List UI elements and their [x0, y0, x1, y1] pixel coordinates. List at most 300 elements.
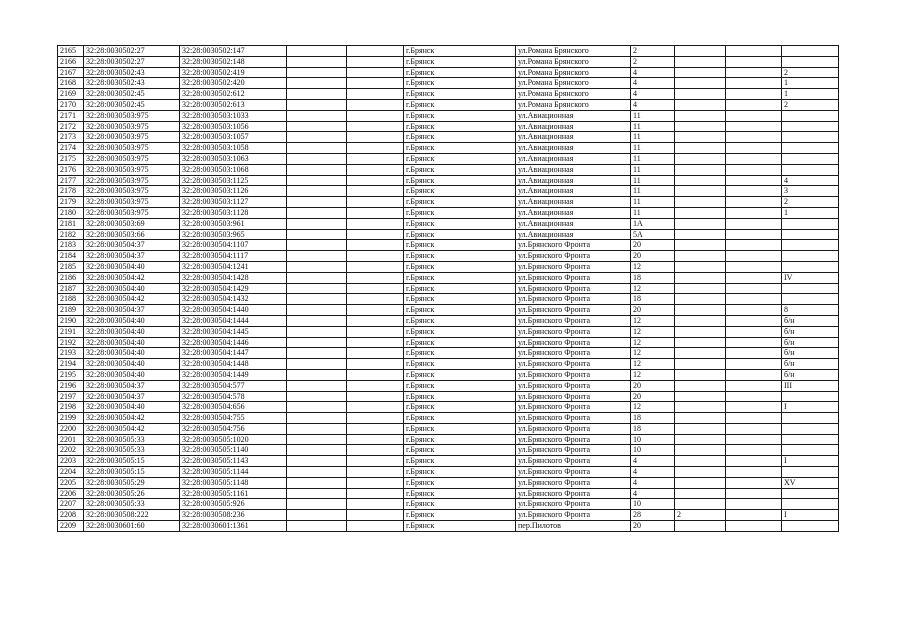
blank-cell: [347, 499, 404, 510]
object-cadastral-number-cell: 32:28:0030502:148: [180, 56, 287, 67]
table-row: [58, 294, 839, 305]
premises-cell: б/н: [782, 315, 839, 326]
row-number-cell: 2193: [58, 348, 84, 359]
city-cell: г.Брянск: [404, 326, 516, 337]
city-cell: г.Брянск: [404, 369, 516, 380]
city-cell: г.Брянск: [404, 46, 516, 57]
building-cell: [675, 402, 726, 413]
building-cell: [675, 391, 726, 402]
parcel-cadastral-number-cell: 32:28:0030502:43: [84, 78, 180, 89]
premises-cell: 4: [782, 175, 839, 186]
object-cadastral-number-cell: 32:28:0030505:1143: [180, 456, 287, 467]
table-row: [58, 121, 839, 132]
house-number-cell: 10: [631, 499, 675, 510]
object-cadastral-number-cell: 32:28:0030505:1140: [180, 445, 287, 456]
blank-cell: [726, 467, 782, 478]
blank-cell: [347, 132, 404, 143]
parcel-cadastral-number-cell: 32:28:0030505:33: [84, 445, 180, 456]
blank-cell: [347, 164, 404, 175]
city-cell: г.Брянск: [404, 283, 516, 294]
parcel-cadastral-number-cell: 32:28:0030504:42: [84, 272, 180, 283]
house-number-cell: 20: [631, 305, 675, 316]
parcel-cadastral-number-cell: 32:28:0030504:42: [84, 413, 180, 424]
parcel-cadastral-number-cell: 32:28:0030503:975: [84, 153, 180, 164]
street-cell: ул.Брянского Фронта: [516, 337, 631, 348]
premises-cell: б/н: [782, 359, 839, 370]
city-cell: г.Брянск: [404, 207, 516, 218]
building-cell: [675, 143, 726, 154]
table-row: [58, 369, 839, 380]
building-cell: [675, 153, 726, 164]
street-cell: ул.Брянского Фронта: [516, 510, 631, 521]
house-number-cell: 11: [631, 153, 675, 164]
house-number-cell: 11: [631, 110, 675, 121]
blank-cell: [347, 240, 404, 251]
house-number-cell: 4: [631, 67, 675, 78]
row-number-cell: 2201: [58, 434, 84, 445]
blank-cell: [347, 294, 404, 305]
city-cell: г.Брянск: [404, 434, 516, 445]
object-cadastral-number-cell: 32:28:0030502:147: [180, 46, 287, 57]
building-cell: [675, 305, 726, 316]
table-row: [58, 402, 839, 413]
city-cell: г.Брянск: [404, 186, 516, 197]
row-number-cell: 2168: [58, 78, 84, 89]
premises-cell: [782, 56, 839, 67]
building-cell: [675, 186, 726, 197]
city-cell: г.Брянск: [404, 251, 516, 262]
table-row: [58, 359, 839, 370]
blank-cell: [287, 207, 347, 218]
blank-cell: [347, 46, 404, 57]
street-cell: ул.Романа Брянского: [516, 46, 631, 57]
building-cell: [675, 56, 726, 67]
premises-cell: [782, 164, 839, 175]
row-number-cell: 2185: [58, 261, 84, 272]
city-cell: г.Брянск: [404, 391, 516, 402]
blank-cell: [726, 218, 782, 229]
blank-cell: [347, 391, 404, 402]
building-cell: [675, 99, 726, 110]
house-number-cell: 4: [631, 99, 675, 110]
row-number-cell: 2166: [58, 56, 84, 67]
blank-cell: [347, 477, 404, 488]
city-cell: г.Брянск: [404, 143, 516, 154]
premises-cell: 1: [782, 89, 839, 100]
parcel-cadastral-number-cell: 32:28:0030505:33: [84, 434, 180, 445]
house-number-cell: 12: [631, 348, 675, 359]
parcel-cadastral-number-cell: 32:28:0030601:60: [84, 521, 180, 532]
street-cell: ул.Брянского Фронта: [516, 251, 631, 262]
street-cell: ул.Авиационная: [516, 110, 631, 121]
object-cadastral-number-cell: 32:28:0030503:1056: [180, 121, 287, 132]
city-cell: г.Брянск: [404, 164, 516, 175]
blank-cell: [726, 261, 782, 272]
street-cell: ул.Авиационная: [516, 207, 631, 218]
blank-cell: [347, 521, 404, 532]
blank-cell: [726, 229, 782, 240]
parcel-cadastral-number-cell: 32:28:0030504:37: [84, 391, 180, 402]
blank-cell: [726, 46, 782, 57]
row-number-cell: 2170: [58, 99, 84, 110]
blank-cell: [287, 423, 347, 434]
blank-cell: [347, 218, 404, 229]
row-number-cell: 2188: [58, 294, 84, 305]
blank-cell: [287, 121, 347, 132]
row-number-cell: 2203: [58, 456, 84, 467]
city-cell: г.Брянск: [404, 315, 516, 326]
row-number-cell: 2195: [58, 369, 84, 380]
object-cadastral-number-cell: 32:28:0030503:1063: [180, 153, 287, 164]
building-cell: 2: [675, 510, 726, 521]
premises-cell: [782, 488, 839, 499]
table-row: [58, 229, 839, 240]
table-row: [58, 132, 839, 143]
house-number-cell: 10: [631, 445, 675, 456]
object-cadastral-number-cell: 32:28:0030503:1057: [180, 132, 287, 143]
blank-cell: [726, 315, 782, 326]
street-cell: ул.Брянского Фронта: [516, 456, 631, 467]
city-cell: г.Брянск: [404, 488, 516, 499]
street-cell: ул.Авиационная: [516, 197, 631, 208]
blank-cell: [287, 251, 347, 262]
table-row: [58, 240, 839, 251]
blank-cell: [726, 348, 782, 359]
house-number-cell: 12: [631, 261, 675, 272]
premises-cell: I: [782, 402, 839, 413]
premises-cell: [782, 110, 839, 121]
table-row: [58, 283, 839, 294]
premises-cell: [782, 434, 839, 445]
row-number-cell: 2183: [58, 240, 84, 251]
street-cell: ул.Брянского Фронта: [516, 380, 631, 391]
city-cell: г.Брянск: [404, 110, 516, 121]
premises-cell: [782, 294, 839, 305]
object-cadastral-number-cell: 32:28:0030508:236: [180, 510, 287, 521]
object-cadastral-number-cell: 32:28:0030504:1428: [180, 272, 287, 283]
street-cell: ул.Брянского Фронта: [516, 434, 631, 445]
premises-cell: 8: [782, 305, 839, 316]
street-cell: ул.Брянского Фронта: [516, 413, 631, 424]
city-cell: г.Брянск: [404, 402, 516, 413]
street-cell: ул.Авиационная: [516, 153, 631, 164]
object-cadastral-number-cell: 32:28:0030504:1241: [180, 261, 287, 272]
street-cell: ул.Брянского Фронта: [516, 402, 631, 413]
premises-cell: [782, 499, 839, 510]
building-cell: [675, 283, 726, 294]
blank-cell: [347, 186, 404, 197]
object-cadastral-number-cell: 32:28:0030504:1444: [180, 315, 287, 326]
street-cell: ул.Романа Брянского: [516, 56, 631, 67]
city-cell: г.Брянск: [404, 521, 516, 532]
city-cell: г.Брянск: [404, 337, 516, 348]
blank-cell: [726, 240, 782, 251]
object-cadastral-number-cell: 32:28:0030504:1448: [180, 359, 287, 370]
blank-cell: [726, 143, 782, 154]
parcel-cadastral-number-cell: 32:28:0030504:40: [84, 402, 180, 413]
building-cell: [675, 521, 726, 532]
blank-cell: [347, 153, 404, 164]
blank-cell: [287, 315, 347, 326]
blank-cell: [347, 175, 404, 186]
premises-cell: 3: [782, 186, 839, 197]
blank-cell: [347, 197, 404, 208]
building-cell: [675, 132, 726, 143]
object-cadastral-number-cell: 32:28:0030504:755: [180, 413, 287, 424]
table-row: [58, 445, 839, 456]
blank-cell: [287, 391, 347, 402]
premises-cell: 2: [782, 67, 839, 78]
house-number-cell: 4: [631, 477, 675, 488]
premises-cell: III: [782, 380, 839, 391]
object-cadastral-number-cell: 32:28:0030503:965: [180, 229, 287, 240]
blank-cell: [347, 143, 404, 154]
street-cell: ул.Брянского Фронта: [516, 499, 631, 510]
house-number-cell: 10: [631, 434, 675, 445]
city-cell: г.Брянск: [404, 67, 516, 78]
blank-cell: [287, 380, 347, 391]
street-cell: ул.Романа Брянского: [516, 78, 631, 89]
street-cell: ул.Романа Брянского: [516, 67, 631, 78]
row-number-cell: 2199: [58, 413, 84, 424]
parcel-cadastral-number-cell: 32:28:0030503:975: [84, 143, 180, 154]
building-cell: [675, 445, 726, 456]
blank-cell: [287, 229, 347, 240]
building-cell: [675, 110, 726, 121]
building-cell: [675, 467, 726, 478]
row-number-cell: 2182: [58, 229, 84, 240]
row-number-cell: 2196: [58, 380, 84, 391]
city-cell: г.Брянск: [404, 78, 516, 89]
object-cadastral-number-cell: 32:28:0030503:1068: [180, 164, 287, 175]
row-number-cell: 2189: [58, 305, 84, 316]
row-number-cell: 2197: [58, 391, 84, 402]
city-cell: г.Брянск: [404, 423, 516, 434]
building-cell: [675, 369, 726, 380]
blank-cell: [726, 164, 782, 175]
blank-cell: [347, 488, 404, 499]
blank-cell: [726, 121, 782, 132]
street-cell: ул.Брянского Фронта: [516, 315, 631, 326]
building-cell: [675, 121, 726, 132]
parcel-cadastral-number-cell: 32:28:0030503:66: [84, 229, 180, 240]
blank-cell: [287, 305, 347, 316]
premises-cell: [782, 132, 839, 143]
table-row: [58, 380, 839, 391]
object-cadastral-number-cell: 32:28:0030502:420: [180, 78, 287, 89]
blank-cell: [347, 413, 404, 424]
street-cell: ул.Брянского Фронта: [516, 261, 631, 272]
house-number-cell: 11: [631, 121, 675, 132]
blank-cell: [726, 110, 782, 121]
blank-cell: [347, 251, 404, 262]
street-cell: ул.Брянского Фронта: [516, 359, 631, 370]
parcel-cadastral-number-cell: 32:28:0030503:975: [84, 164, 180, 175]
building-cell: [675, 434, 726, 445]
table-row: [58, 305, 839, 316]
object-cadastral-number-cell: 32:28:0030504:1429: [180, 283, 287, 294]
blank-cell: [287, 272, 347, 283]
blank-cell: [726, 186, 782, 197]
blank-cell: [287, 164, 347, 175]
object-cadastral-number-cell: 32:28:0030504:577: [180, 380, 287, 391]
table-row: [58, 143, 839, 154]
blank-cell: [347, 89, 404, 100]
object-cadastral-number-cell: 32:28:0030504:1447: [180, 348, 287, 359]
blank-cell: [347, 402, 404, 413]
parcel-cadastral-number-cell: 32:28:0030504:37: [84, 305, 180, 316]
city-cell: г.Брянск: [404, 272, 516, 283]
table-row: [58, 197, 839, 208]
house-number-cell: 20: [631, 521, 675, 532]
parcel-cadastral-number-cell: 32:28:0030503:975: [84, 110, 180, 121]
blank-cell: [726, 132, 782, 143]
row-number-cell: 2206: [58, 488, 84, 499]
city-cell: г.Брянск: [404, 99, 516, 110]
blank-cell: [347, 326, 404, 337]
parcel-cadastral-number-cell: 32:28:0030505:15: [84, 456, 180, 467]
object-cadastral-number-cell: 32:28:0030504:1432: [180, 294, 287, 305]
object-cadastral-number-cell: 32:28:0030503:1033: [180, 110, 287, 121]
house-number-cell: 11: [631, 175, 675, 186]
house-number-cell: 20: [631, 380, 675, 391]
row-number-cell: 2198: [58, 402, 84, 413]
street-cell: ул.Авиационная: [516, 164, 631, 175]
street-cell: ул.Брянского Фронта: [516, 391, 631, 402]
blank-cell: [287, 175, 347, 186]
blank-cell: [726, 294, 782, 305]
street-cell: ул.Авиационная: [516, 218, 631, 229]
premises-cell: [782, 218, 839, 229]
blank-cell: [726, 359, 782, 370]
street-cell: ул.Брянского Фронта: [516, 369, 631, 380]
blank-cell: [347, 445, 404, 456]
blank-cell: [287, 348, 347, 359]
street-cell: ул.Брянского Фронта: [516, 326, 631, 337]
blank-cell: [287, 78, 347, 89]
blank-cell: [347, 369, 404, 380]
house-number-cell: 11: [631, 143, 675, 154]
blank-cell: [347, 510, 404, 521]
premises-cell: б/н: [782, 369, 839, 380]
blank-cell: [287, 89, 347, 100]
blank-cell: [287, 499, 347, 510]
blank-cell: [287, 510, 347, 521]
blank-cell: [287, 337, 347, 348]
row-number-cell: 2175: [58, 153, 84, 164]
house-number-cell: 4: [631, 89, 675, 100]
object-cadastral-number-cell: 32:28:0030502:419: [180, 67, 287, 78]
premises-cell: 2: [782, 197, 839, 208]
parcel-cadastral-number-cell: 32:28:0030504:40: [84, 337, 180, 348]
building-cell: [675, 261, 726, 272]
house-number-cell: 5А: [631, 229, 675, 240]
parcel-cadastral-number-cell: 32:28:0030504:40: [84, 261, 180, 272]
parcel-cadastral-number-cell: 32:28:0030503:975: [84, 121, 180, 132]
house-number-cell: 12: [631, 402, 675, 413]
premises-cell: [782, 121, 839, 132]
house-number-cell: 18: [631, 423, 675, 434]
table-row: [58, 423, 839, 434]
street-cell: ул.Авиационная: [516, 132, 631, 143]
parcel-cadastral-number-cell: 32:28:0030505:26: [84, 488, 180, 499]
blank-cell: [726, 521, 782, 532]
blank-cell: [726, 402, 782, 413]
city-cell: г.Брянск: [404, 121, 516, 132]
table-row: [58, 110, 839, 121]
parcel-cadastral-number-cell: 32:28:0030503:975: [84, 175, 180, 186]
object-cadastral-number-cell: 32:28:0030504:656: [180, 402, 287, 413]
blank-cell: [726, 197, 782, 208]
street-cell: ул.Авиационная: [516, 143, 631, 154]
city-cell: г.Брянск: [404, 56, 516, 67]
street-cell: ул.Брянского Фронта: [516, 477, 631, 488]
street-cell: ул.Брянского Фронта: [516, 423, 631, 434]
blank-cell: [726, 326, 782, 337]
table-row: [58, 510, 839, 521]
parcel-cadastral-number-cell: 32:28:0030504:40: [84, 348, 180, 359]
object-cadastral-number-cell: 32:28:0030502:613: [180, 99, 287, 110]
blank-cell: [287, 521, 347, 532]
premises-cell: [782, 521, 839, 532]
row-number-cell: 2186: [58, 272, 84, 283]
blank-cell: [726, 380, 782, 391]
blank-cell: [287, 197, 347, 208]
blank-cell: [347, 283, 404, 294]
row-number-cell: 2209: [58, 521, 84, 532]
city-cell: г.Брянск: [404, 359, 516, 370]
table-row: [58, 315, 839, 326]
table-row: [58, 456, 839, 467]
blank-cell: [347, 121, 404, 132]
street-cell: ул.Брянского Фронта: [516, 240, 631, 251]
premises-cell: XV: [782, 477, 839, 488]
premises-cell: [782, 413, 839, 424]
parcel-cadastral-number-cell: 32:28:0030508:222: [84, 510, 180, 521]
premises-cell: [782, 423, 839, 434]
object-cadastral-number-cell: 32:28:0030503:961: [180, 218, 287, 229]
object-cadastral-number-cell: 32:28:0030505:1020: [180, 434, 287, 445]
house-number-cell: 4: [631, 488, 675, 499]
blank-cell: [287, 186, 347, 197]
blank-cell: [347, 67, 404, 78]
blank-cell: [347, 261, 404, 272]
row-number-cell: 2194: [58, 359, 84, 370]
city-cell: г.Брянск: [404, 218, 516, 229]
row-number-cell: 2172: [58, 121, 84, 132]
blank-cell: [347, 110, 404, 121]
house-number-cell: 11: [631, 186, 675, 197]
blank-cell: [726, 445, 782, 456]
house-number-cell: 11: [631, 207, 675, 218]
premises-cell: 1: [782, 78, 839, 89]
building-cell: [675, 272, 726, 283]
table-row: [58, 488, 839, 499]
parcel-cadastral-number-cell: 32:28:0030505:33: [84, 499, 180, 510]
building-cell: [675, 294, 726, 305]
object-cadastral-number-cell: 32:28:0030504:1446: [180, 337, 287, 348]
building-cell: [675, 164, 726, 175]
blank-cell: [347, 99, 404, 110]
parcel-cadastral-number-cell: 32:28:0030504:40: [84, 326, 180, 337]
object-cadastral-number-cell: 32:28:0030503:1058: [180, 143, 287, 154]
house-number-cell: 18: [631, 272, 675, 283]
table-row: [58, 89, 839, 100]
building-cell: [675, 477, 726, 488]
property-register-table: [57, 45, 839, 532]
table-row: [58, 499, 839, 510]
premises-cell: [782, 467, 839, 478]
